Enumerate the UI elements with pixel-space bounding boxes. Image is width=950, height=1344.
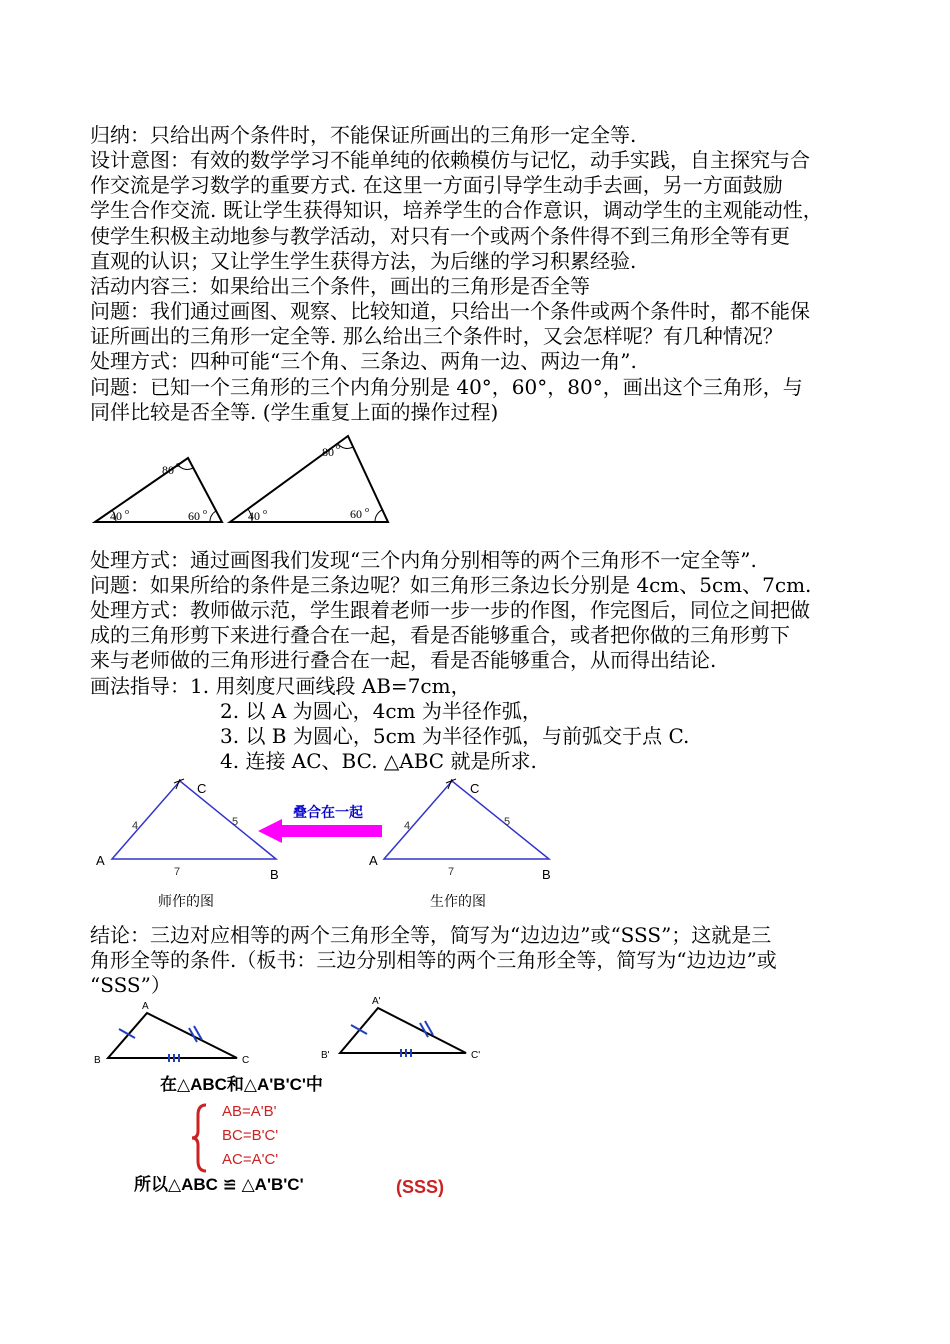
paragraph-question-3: 问题：如果所给的条件是三条边呢？如三角形三条边长分别是 4cm、5cm、7cm. [90, 573, 812, 597]
overlay-arrow [258, 819, 382, 843]
paragraph-handling-3b: 成的三角形剪下来进行叠合在一起，看是否能够重合，或者把你做的三角形剪下 [90, 623, 790, 647]
proof-equation-ab: AB=A'B' [222, 1103, 277, 1120]
small-triangle-right-angle: 60 [188, 509, 200, 523]
proof-vertex-a-prime: A' [372, 996, 381, 1007]
proof-equation-ac: AC=A'C' [222, 1151, 279, 1168]
triangle-abc [108, 1013, 237, 1058]
overlay-arrow-label: 叠合在一起 [293, 804, 363, 820]
paragraph-design-intent-3: 学生合作交流. 既让学生获得知识，培养学生的合作意识，调动学生的主观能动性， [90, 198, 823, 222]
paragraph-conclusion-3: “SSS”） [90, 973, 171, 997]
teacher-side-ac: 4 [132, 820, 139, 832]
paragraph-design-intent-5: 直观的认识；又让学生学生获得方法，为后继的学习积累经验. [90, 249, 637, 273]
paragraph-handling-3a: 处理方式：教师做示范，学生跟着老师一步一步的作图，作完图后，同位之间把做 [90, 598, 810, 622]
student-side-ab: 7 [448, 866, 455, 878]
large-triangle-top-arc [338, 444, 353, 448]
proof-vertex-c: C [242, 1055, 250, 1066]
large-triangle-top-degree: o [336, 442, 340, 451]
paragraph-question-2b: 同伴比较是否全等. (学生重复上面的操作过程) [90, 400, 499, 424]
proof-equation-bc: BC=B'C' [222, 1127, 279, 1144]
paragraph-summary: 归纳：只给出两个条件时，不能保证所画出的三角形一定全等. [90, 123, 637, 147]
proof-vertex-b-prime: B' [321, 1050, 330, 1061]
proof-conclusion: 所以△ABC ≌ △A'B'C' [134, 1175, 304, 1194]
teacher-vertex-a: A [96, 853, 105, 868]
proof-intro: 在△ABC和△A'B'C'中 [160, 1075, 323, 1094]
teacher-figure-caption: 师作的图 [158, 894, 214, 910]
proof-triangles-figure [90, 998, 510, 1078]
small-triangle-right-degree: o [203, 507, 207, 516]
paragraph-conclusion-1: 结论：三边对应相等的两个三角形全等，简写为“边边边”或“SSS”；这就是三 [90, 923, 772, 947]
large-triangle-left-degree: o [263, 507, 267, 516]
small-triangle-top-arc [178, 465, 193, 469]
small-triangle-top-degree: o [176, 460, 180, 469]
teacher-side-ab: 7 [174, 866, 181, 878]
paragraph-question-2a: 问题：已知一个三角形的三个内角分别是 40°，60°，80°，画出这个三角形，与 [90, 375, 803, 399]
teacher-side-bc: 5 [232, 816, 239, 828]
paragraph-drawing-guide-2: 2. 以 A 为圆心，4cm 为半径作弧， [220, 699, 542, 723]
paragraph-design-intent-2: 作交流是学习数学的重要方式. 在这里一方面引导学生动手去画，另一方面鼓励 [90, 173, 783, 197]
tick-ab-prime [351, 1025, 367, 1034]
student-arc-mark [446, 779, 456, 789]
paragraph-question-1b: 证所画出的三角形一定全等. 那么给出三个条件时，又会怎样呢？有几种情况？ [90, 324, 783, 348]
paragraph-handling-3c: 来与老师做的三角形进行叠合在一起，看是否能够重合，从而得出结论. [90, 648, 717, 672]
proof-vertex-b: B [94, 1055, 101, 1066]
student-vertex-a: A [369, 853, 378, 868]
paragraph-drawing-guide-3: 3. 以 B 为圆心，5cm 为半径作弧，与前弧交于点 C. [220, 724, 690, 748]
proof-sss-tag: (SSS) [396, 1177, 445, 1197]
teacher-arc-mark [174, 779, 184, 789]
paragraph-handling-1: 处理方式：四种可能“三个角、三条边、两角一边、两边一角”. [90, 349, 637, 373]
proof-vertex-c-prime: C' [471, 1050, 481, 1061]
proof-brace [190, 1103, 210, 1173]
teacher-vertex-c: C [197, 781, 207, 796]
small-triangle-left-degree: o [125, 507, 129, 516]
paragraph-question-1a: 问题：我们通过画图、观察、比较知道，只给出一个条件或两个条件时，都不能保 [90, 299, 810, 323]
student-side-ac: 4 [404, 820, 411, 832]
student-figure-caption: 生作的图 [430, 894, 486, 910]
paragraph-handling-2: 处理方式：通过画图我们发现“三个内角分别相等的两个三角形不一定全等”. [90, 548, 757, 572]
teacher-vertex-b: B [270, 867, 279, 882]
paragraph-drawing-guide-1: 画法指导：1. 用刻度尺画线段 AB=7cm， [90, 674, 471, 698]
large-triangle-right-degree: o [365, 505, 369, 514]
large-triangle-right-arc [375, 510, 382, 522]
small-triangle-top-angle: 80 [162, 463, 174, 477]
paragraph-design-intent-1: 设计意图：有效的数学学习不能单纯的依赖模仿与记忆，动手实践，自主探究与合 [90, 148, 810, 172]
paragraph-drawing-guide-4: 4. 连接 AC、BC. △ABC 就是所求. [220, 749, 537, 773]
proof-vertex-a: A [142, 1001, 149, 1012]
student-vertex-b: B [542, 867, 551, 882]
large-triangle-left-angle: 40 [248, 509, 260, 523]
angle-triangles-figure [80, 430, 410, 530]
paragraph-activity-3: 活动内容三：如果给出三个条件，画出的三角形是否全等 [90, 274, 590, 298]
sss-construction-figure [90, 775, 570, 885]
large-triangle-right-angle: 60 [350, 507, 362, 521]
student-side-bc: 5 [504, 816, 511, 828]
small-triangle-right-arc [210, 511, 216, 522]
small-triangle-left-angle: 40 [110, 509, 122, 523]
large-triangle-top-angle: 80 [322, 445, 334, 459]
student-vertex-c: C [470, 781, 480, 796]
paragraph-design-intent-4: 使学生积极主动地参与教学活动，对只有一个或两个条件得不到三角形全等有更 [90, 224, 790, 248]
paragraph-conclusion-2: 角形全等的条件.（板书：三边分别相等的两个三角形全等，简写为“边边边”或 [90, 948, 777, 972]
